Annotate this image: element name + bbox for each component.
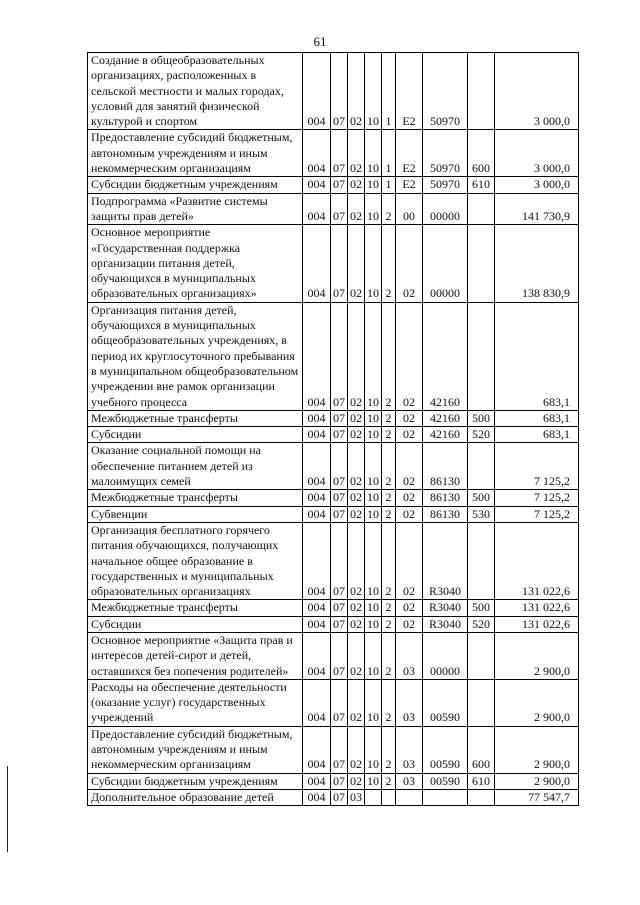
subsection-code: 02 (348, 773, 365, 789)
subprogram-code: 2 (382, 506, 396, 522)
event-code: 02 (396, 490, 423, 506)
table-row (88, 632, 579, 679)
event-code: 00 (396, 193, 423, 225)
row-name: Создание в общеобразовательных организациях, расположенных в сельской местности и малых городах, условий для занятий физической культурой и спортом (88, 53, 303, 130)
sum-value: 2 900,0 (495, 679, 579, 726)
expense-type-code: 610 (468, 773, 495, 789)
subprogram-code: 1 (382, 53, 396, 130)
subprogram-code: 1 (382, 177, 396, 193)
sum-value: 3 000,0 (495, 53, 579, 130)
sum-value: 138 830,9 (495, 225, 579, 302)
subsection-code: 02 (348, 506, 365, 522)
ministry-code: 004 (303, 679, 331, 726)
subsection-code: 02 (348, 616, 365, 632)
section-code: 07 (331, 616, 348, 632)
ministry-code: 004 (303, 616, 331, 632)
table-row (88, 53, 579, 130)
direction-code: 42160 (423, 410, 468, 426)
subprogram-code: 2 (382, 679, 396, 726)
section-code: 07 (331, 789, 348, 805)
subsection-code: 02 (348, 225, 365, 302)
subsection-code: 02 (348, 130, 365, 177)
program-code: 10 (365, 632, 382, 679)
program-code: 10 (365, 726, 382, 773)
table-row (88, 616, 579, 632)
event-code: E2 (396, 130, 423, 177)
event-code: E2 (396, 53, 423, 130)
program-code: 10 (365, 177, 382, 193)
expense-type-code (468, 225, 495, 302)
program-code (365, 789, 382, 805)
program-code: 10 (365, 490, 382, 506)
ministry-code: 004 (303, 506, 331, 522)
direction-code: 00590 (423, 726, 468, 773)
subsection-code: 02 (348, 302, 365, 410)
table-row (88, 490, 579, 506)
row-name: Субсидии (88, 616, 303, 632)
direction-code: 00590 (423, 679, 468, 726)
ministry-code: 004 (303, 427, 331, 443)
program-code: 10 (365, 773, 382, 789)
ministry-code: 004 (303, 600, 331, 616)
direction-code: 00590 (423, 773, 468, 789)
section-code: 07 (331, 522, 348, 599)
direction-code: 50970 (423, 53, 468, 130)
ministry-code: 004 (303, 53, 331, 130)
event-code: 02 (396, 616, 423, 632)
program-code: 10 (365, 53, 382, 130)
direction-code: 86130 (423, 506, 468, 522)
section-code: 07 (331, 632, 348, 679)
section-code: 07 (331, 53, 348, 130)
sum-value: 683,1 (495, 427, 579, 443)
ministry-code: 004 (303, 302, 331, 410)
expense-type-code (468, 443, 495, 490)
program-code: 10 (365, 522, 382, 599)
event-code: 02 (396, 410, 423, 426)
row-name: Дополнительное образование детей (88, 789, 303, 805)
table-row (88, 773, 579, 789)
direction-code: 00000 (423, 193, 468, 225)
subprogram-code: 2 (382, 302, 396, 410)
table-row (88, 506, 579, 522)
table-row (88, 427, 579, 443)
subprogram-code: 2 (382, 443, 396, 490)
subsection-code: 02 (348, 679, 365, 726)
ministry-code: 004 (303, 632, 331, 679)
section-code: 07 (331, 193, 348, 225)
subprogram-code: 2 (382, 616, 396, 632)
section-code: 07 (331, 726, 348, 773)
expense-type-code (468, 789, 495, 805)
expense-type-code (468, 632, 495, 679)
table-row (88, 130, 579, 177)
program-code: 10 (365, 130, 382, 177)
subprogram-code: 2 (382, 522, 396, 599)
expense-type-code (468, 53, 495, 130)
expense-type-code: 600 (468, 130, 495, 177)
event-code: 03 (396, 773, 423, 789)
table-row (88, 726, 579, 773)
subsection-code: 02 (348, 600, 365, 616)
sum-value: 7 125,2 (495, 443, 579, 490)
row-name: Предоставление субсидий бюджетным, автономным учреждениям и иным некоммерческим организациям (88, 130, 303, 177)
sum-value: 7 125,2 (495, 490, 579, 506)
budget-table (87, 52, 579, 806)
subprogram-code (382, 789, 396, 805)
expense-type-code (468, 679, 495, 726)
table-row (88, 302, 579, 410)
subsection-code: 02 (348, 443, 365, 490)
event-code: 03 (396, 726, 423, 773)
direction-code: 00000 (423, 632, 468, 679)
ministry-code: 004 (303, 773, 331, 789)
margin-line (7, 766, 8, 852)
direction-code: 50970 (423, 130, 468, 177)
expense-type-code (468, 302, 495, 410)
program-code: 10 (365, 225, 382, 302)
direction-code: R3040 (423, 616, 468, 632)
section-code: 07 (331, 506, 348, 522)
sum-value: 2 900,0 (495, 726, 579, 773)
ministry-code: 004 (303, 410, 331, 426)
section-code: 07 (331, 443, 348, 490)
table-row (88, 225, 579, 302)
event-code: 02 (396, 506, 423, 522)
subsection-code: 02 (348, 632, 365, 679)
direction-code: 42160 (423, 302, 468, 410)
subsection-code: 02 (348, 726, 365, 773)
program-code: 10 (365, 410, 382, 426)
section-code: 07 (331, 302, 348, 410)
row-name: Межбюджетные трансферты (88, 490, 303, 506)
table-row (88, 522, 579, 599)
expense-type-code: 500 (468, 490, 495, 506)
section-code: 07 (331, 600, 348, 616)
event-code: E2 (396, 177, 423, 193)
row-name: Расходы на обеспечение деятельности (оказание услуг) государственных учреждений (88, 679, 303, 726)
subsection-code: 02 (348, 522, 365, 599)
expense-type-code: 530 (468, 506, 495, 522)
row-name: Основное мероприятие «Защита прав и интересов детей-сирот и детей, оставшихся без попечения родителей» (88, 632, 303, 679)
table-row (88, 789, 579, 805)
subsection-code: 02 (348, 177, 365, 193)
row-name: Субсидии бюджетным учреждениям (88, 773, 303, 789)
program-code: 10 (365, 427, 382, 443)
section-code: 07 (331, 410, 348, 426)
section-code: 07 (331, 225, 348, 302)
ministry-code: 004 (303, 789, 331, 805)
subprogram-code: 2 (382, 726, 396, 773)
event-code: 02 (396, 522, 423, 599)
event-code: 02 (396, 443, 423, 490)
ministry-code: 004 (303, 726, 331, 773)
ministry-code: 004 (303, 225, 331, 302)
expense-type-code: 520 (468, 427, 495, 443)
sum-value: 683,1 (495, 302, 579, 410)
ministry-code: 004 (303, 522, 331, 599)
subprogram-code: 2 (382, 773, 396, 789)
direction-code: 86130 (423, 490, 468, 506)
table-row (88, 600, 579, 616)
event-code: 02 (396, 302, 423, 410)
subprogram-code: 2 (382, 600, 396, 616)
subprogram-code: 1 (382, 130, 396, 177)
subprogram-code: 2 (382, 410, 396, 426)
table-row (88, 443, 579, 490)
direction-code: 50970 (423, 177, 468, 193)
row-name: Предоставление субсидий бюджетным, автономным учреждениям и иным некоммерческим организациям (88, 726, 303, 773)
row-name: Субсидии (88, 427, 303, 443)
row-name: Межбюджетные трансферты (88, 600, 303, 616)
subsection-code: 02 (348, 490, 365, 506)
budget-table-body (88, 53, 579, 806)
row-name: Оказание социальной помощи на обеспечение питанием детей из малоимущих семей (88, 443, 303, 490)
expense-type-code (468, 522, 495, 599)
ministry-code: 004 (303, 177, 331, 193)
expense-type-code: 500 (468, 410, 495, 426)
event-code (396, 789, 423, 805)
sum-value: 131 022,6 (495, 616, 579, 632)
event-code: 02 (396, 427, 423, 443)
subprogram-code: 2 (382, 427, 396, 443)
subprogram-code: 2 (382, 490, 396, 506)
program-code: 10 (365, 600, 382, 616)
subprogram-code: 2 (382, 632, 396, 679)
subsection-code: 02 (348, 193, 365, 225)
subprogram-code: 2 (382, 225, 396, 302)
row-name: Субвенции (88, 506, 303, 522)
expense-type-code: 610 (468, 177, 495, 193)
subprogram-code: 2 (382, 193, 396, 225)
subsection-code: 02 (348, 427, 365, 443)
event-code: 02 (396, 600, 423, 616)
section-code: 07 (331, 773, 348, 789)
expense-type-code: 500 (468, 600, 495, 616)
program-code: 10 (365, 443, 382, 490)
row-name: Подпрограмма «Развитие системы защиты прав детей» (88, 193, 303, 225)
table-row (88, 679, 579, 726)
subsection-code: 03 (348, 789, 365, 805)
sum-value: 141 730,9 (495, 193, 579, 225)
direction-code: R3040 (423, 600, 468, 616)
expense-type-code: 600 (468, 726, 495, 773)
program-code: 10 (365, 506, 382, 522)
subsection-code: 02 (348, 410, 365, 426)
sum-value: 3 000,0 (495, 177, 579, 193)
ministry-code: 004 (303, 443, 331, 490)
program-code: 10 (365, 679, 382, 726)
ministry-code: 004 (303, 130, 331, 177)
ministry-code: 004 (303, 193, 331, 225)
section-code: 07 (331, 427, 348, 443)
row-name: Основное мероприятие «Государственная поддержка организации питания детей, обучающихся в муниципальных образовательных организациях» (88, 225, 303, 302)
section-code: 07 (331, 679, 348, 726)
direction-code: 00000 (423, 225, 468, 302)
program-code: 10 (365, 193, 382, 225)
expense-type-code: 520 (468, 616, 495, 632)
sum-value: 2 900,0 (495, 773, 579, 789)
sum-value: 131 022,6 (495, 522, 579, 599)
direction-code: 42160 (423, 427, 468, 443)
row-name: Субсидии бюджетным учреждениям (88, 177, 303, 193)
event-code: 02 (396, 225, 423, 302)
sum-value: 7 125,2 (495, 506, 579, 522)
row-name: Организация питания детей, обучающихся в муниципальных общеобразовательных учреждениях, в период их круглосуточного пребывания в муниципальном общеобразовательном учреждении вне рамок организации учебного процесса (88, 302, 303, 410)
sum-value: 77 547,7 (495, 789, 579, 805)
sum-value: 131 022,6 (495, 600, 579, 616)
event-code: 03 (396, 679, 423, 726)
program-code: 10 (365, 616, 382, 632)
section-code: 07 (331, 490, 348, 506)
expense-type-code (468, 193, 495, 225)
direction-code (423, 789, 468, 805)
program-code: 10 (365, 302, 382, 410)
sum-value: 2 900,0 (495, 632, 579, 679)
table-row (88, 177, 579, 193)
ministry-code: 004 (303, 490, 331, 506)
row-name: Межбюджетные трансферты (88, 410, 303, 426)
section-code: 07 (331, 130, 348, 177)
direction-code: 86130 (423, 443, 468, 490)
event-code: 03 (396, 632, 423, 679)
page-number: 61 (313, 34, 327, 49)
section-code: 07 (331, 177, 348, 193)
table-row (88, 410, 579, 426)
direction-code: R3040 (423, 522, 468, 599)
subsection-code: 02 (348, 53, 365, 130)
sum-value: 3 000,0 (495, 130, 579, 177)
row-name: Организация бесплатного горячего питания обучающихся, получающих начальное общее образование в государственных и муниципальных образовательных организациях (88, 522, 303, 599)
table-row (88, 193, 579, 225)
sum-value: 683,1 (495, 410, 579, 426)
